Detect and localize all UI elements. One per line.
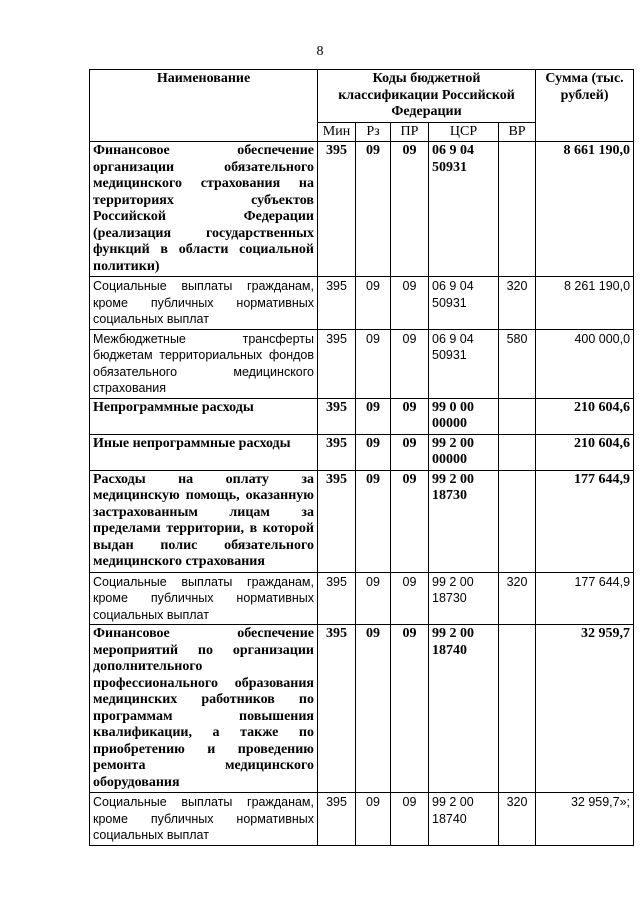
row-csr: 99 2 00 18740 — [429, 793, 499, 846]
row-name: Межбюджетные трансферты бюджетам территориальных фондов обязательного медицинского страхования — [90, 329, 318, 398]
header-csr: ЦСР — [429, 122, 499, 142]
row-rz: 09 — [356, 277, 391, 330]
table-row — [90, 434, 634, 470]
table-row — [90, 277, 634, 330]
row-sum: 8 261 190,0 — [536, 277, 634, 330]
row-csr: 99 2 00 18730 — [429, 572, 499, 625]
row-rz: 09 — [356, 398, 391, 434]
row-min: 395 — [318, 625, 356, 793]
row-vr: 320 — [499, 793, 536, 846]
row-csr: 99 2 00 18740 — [429, 625, 499, 793]
row-sum: 177 644,9 — [536, 470, 634, 572]
table-row — [90, 793, 634, 846]
row-vr — [499, 434, 536, 470]
row-csr: 06 9 04 50931 — [429, 142, 499, 277]
row-vr: 320 — [499, 572, 536, 625]
row-name: Социальные выплаты гражданам, кроме публичных нормативных социальных выплат — [90, 572, 318, 625]
row-name: Финансовое обеспечение организации обязательного медицинского страхования на территориях субъектов Российской Федерации (реализация государственных функций в области социальной политики) — [90, 142, 318, 277]
row-rz: 09 — [356, 793, 391, 846]
header-name: Наименование — [90, 70, 318, 142]
row-pr: 09 — [391, 142, 429, 277]
row-csr: 99 2 00 18730 — [429, 470, 499, 572]
table-row — [90, 329, 634, 398]
row-rz: 09 — [356, 142, 391, 277]
header-pr: ПР — [391, 122, 429, 142]
row-vr: 580 — [499, 329, 536, 398]
row-min: 395 — [318, 793, 356, 846]
row-vr: 320 — [499, 277, 536, 330]
table-row — [90, 625, 634, 793]
row-min: 395 — [318, 277, 356, 330]
header-vr: ВР — [499, 122, 536, 142]
row-rz: 09 — [356, 572, 391, 625]
row-name: Непрограммные расходы — [90, 398, 318, 434]
row-vr — [499, 470, 536, 572]
row-name: Социальные выплаты гражданам, кроме публичных нормативных социальных выплат — [90, 277, 318, 330]
row-csr: 06 9 04 50931 — [429, 277, 499, 330]
row-sum: 32 959,7 — [536, 625, 634, 793]
row-sum: 177 644,9 — [536, 572, 634, 625]
row-rz: 09 — [356, 625, 391, 793]
row-min: 395 — [318, 398, 356, 434]
row-min: 395 — [318, 329, 356, 398]
row-min: 395 — [318, 142, 356, 277]
row-sum: 210 604,6 — [536, 434, 634, 470]
row-pr: 09 — [391, 329, 429, 398]
row-vr — [499, 142, 536, 277]
table-row — [90, 572, 634, 625]
row-sum: 210 604,6 — [536, 398, 634, 434]
header-sum: Сумма (тыс. рублей) — [536, 70, 634, 142]
row-min: 395 — [318, 434, 356, 470]
row-min: 395 — [318, 470, 356, 572]
row-csr: 06 9 04 50931 — [429, 329, 499, 398]
row-pr: 09 — [391, 793, 429, 846]
row-sum: 8 661 190,0 — [536, 142, 634, 277]
row-pr: 09 — [391, 277, 429, 330]
row-name: Иные непрограммные расходы — [90, 434, 318, 470]
row-sum: 32 959,7»; — [536, 793, 634, 846]
row-vr — [499, 625, 536, 793]
header-codes: Коды бюджетной классификации Российской Федерации — [318, 70, 536, 123]
row-pr: 09 — [391, 470, 429, 572]
row-sum: 400 000,0 — [536, 329, 634, 398]
row-name: Социальные выплаты гражданам, кроме публичных нормативных социальных выплат — [90, 793, 318, 846]
page-number: 8 — [316, 44, 324, 59]
table-row — [90, 398, 634, 434]
budget-table — [89, 69, 634, 846]
header-min: Мин — [318, 122, 356, 142]
row-csr: 99 0 00 00000 — [429, 398, 499, 434]
row-pr: 09 — [391, 572, 429, 625]
table-row — [90, 470, 634, 572]
row-vr — [499, 398, 536, 434]
row-pr: 09 — [391, 398, 429, 434]
row-name: Расходы на оплату за медицинскую помощь, оказанную застрахованным лицам за пределами территории, в которой выдан полис обязательного медицинского страхования — [90, 470, 318, 572]
header-rz: Рз — [356, 122, 391, 142]
row-rz: 09 — [356, 434, 391, 470]
row-pr: 09 — [391, 625, 429, 793]
row-csr: 99 2 00 00000 — [429, 434, 499, 470]
row-pr: 09 — [391, 434, 429, 470]
table-row — [90, 142, 634, 277]
row-rz: 09 — [356, 329, 391, 398]
row-min: 395 — [318, 572, 356, 625]
row-name: Финансовое обеспечение мероприятий по организации дополнительного профессионального образования медицинских работников по программам повышения квалификации, а также по приобретению и проведению ремонта медицинского оборудования — [90, 625, 318, 793]
row-rz: 09 — [356, 470, 391, 572]
